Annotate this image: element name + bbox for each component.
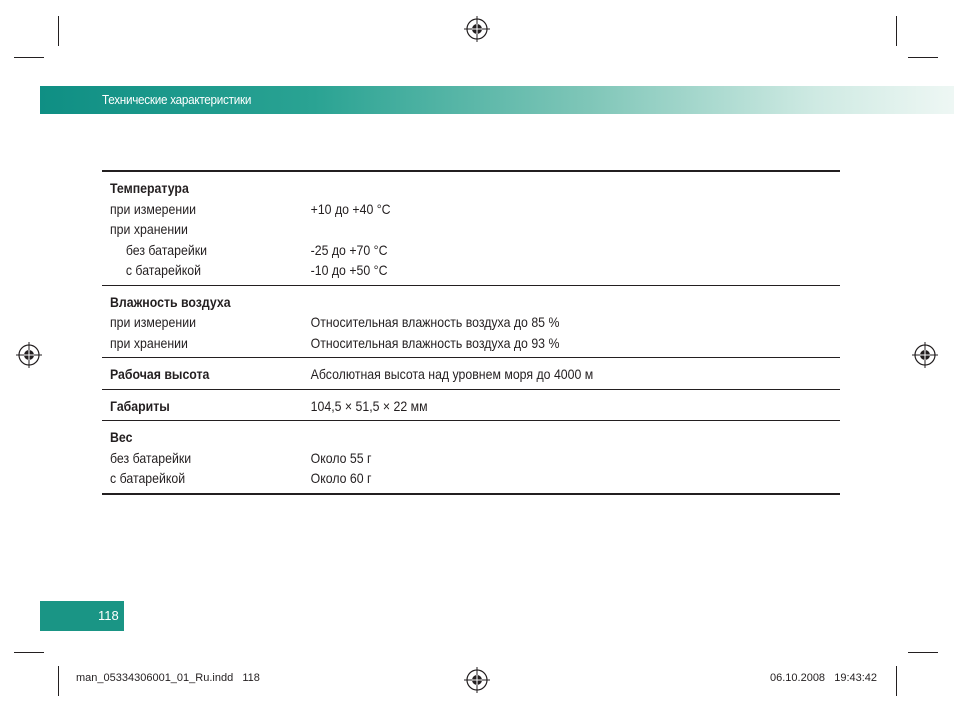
spec-heading: Габариты <box>110 397 170 414</box>
spec-value: Абсолютная высота над уровнем моря до 4000 м <box>310 366 594 382</box>
spec-row <box>110 333 842 354</box>
registration-mark-icon <box>464 16 490 42</box>
spec-label: без батарейки <box>110 449 192 466</box>
crop-mark <box>58 666 59 696</box>
spec-row <box>110 199 842 220</box>
spec-section-weight <box>102 421 840 493</box>
page-number-badge <box>40 601 124 631</box>
crop-mark <box>896 16 897 46</box>
spec-row <box>110 448 842 469</box>
spec-heading: Влажность воздуха <box>110 293 231 310</box>
spec-heading: Температура <box>110 180 189 196</box>
spec-row <box>110 260 842 281</box>
spec-value <box>299 219 842 240</box>
crop-mark <box>14 57 44 58</box>
spec-heading: Рабочая высота <box>110 366 210 382</box>
spec-label: при измерении <box>110 314 196 330</box>
spec-row <box>110 468 842 489</box>
crop-mark <box>896 666 897 696</box>
spec-heading: Вес <box>110 429 133 445</box>
spec-section-humidity <box>102 286 840 359</box>
spec-label: при хранении <box>110 334 188 351</box>
spec-value: -10 до +50 °C <box>310 262 388 278</box>
spec-section-temperature <box>102 172 840 286</box>
spec-value: 104,5 × 51,5 × 22 мм <box>310 397 428 414</box>
crop-mark <box>14 652 44 653</box>
spec-label: при измерении <box>110 200 196 217</box>
section-title: Технические характеристики <box>102 92 252 107</box>
spec-row <box>110 219 842 240</box>
spec-row <box>110 240 842 261</box>
registration-mark-icon <box>16 342 42 368</box>
spec-section-dimensions <box>102 390 840 422</box>
spec-value: Около 60 г <box>310 470 372 486</box>
spec-row <box>110 312 842 333</box>
crop-mark <box>58 16 59 46</box>
spec-table <box>102 170 840 495</box>
page-number: 118 <box>98 608 119 623</box>
section-header-band <box>40 86 954 114</box>
spec-value: Около 55 г <box>310 449 372 466</box>
print-timestamp: 06.10.2008 19:43:42 <box>770 672 878 684</box>
registration-mark-icon <box>464 667 490 693</box>
registration-mark-icon <box>912 342 938 368</box>
crop-mark <box>908 57 938 58</box>
spec-value: +10 до +40 °C <box>310 200 391 217</box>
spec-label: при хранении <box>110 221 188 237</box>
spec-section-altitude <box>102 358 840 390</box>
crop-mark <box>908 652 938 653</box>
file-slug: man_05334306001_01_Ru.indd 118 <box>76 672 260 684</box>
spec-label: без батарейки <box>125 241 207 258</box>
spec-label: с батарейкой <box>110 470 186 486</box>
spec-value: Относительная влажность воздуха до 93 % <box>310 334 560 351</box>
spec-value: -25 до +70 °C <box>310 241 388 258</box>
spec-label: с батарейкой <box>125 262 201 278</box>
spec-value: Относительная влажность воздуха до 85 % <box>310 314 560 330</box>
